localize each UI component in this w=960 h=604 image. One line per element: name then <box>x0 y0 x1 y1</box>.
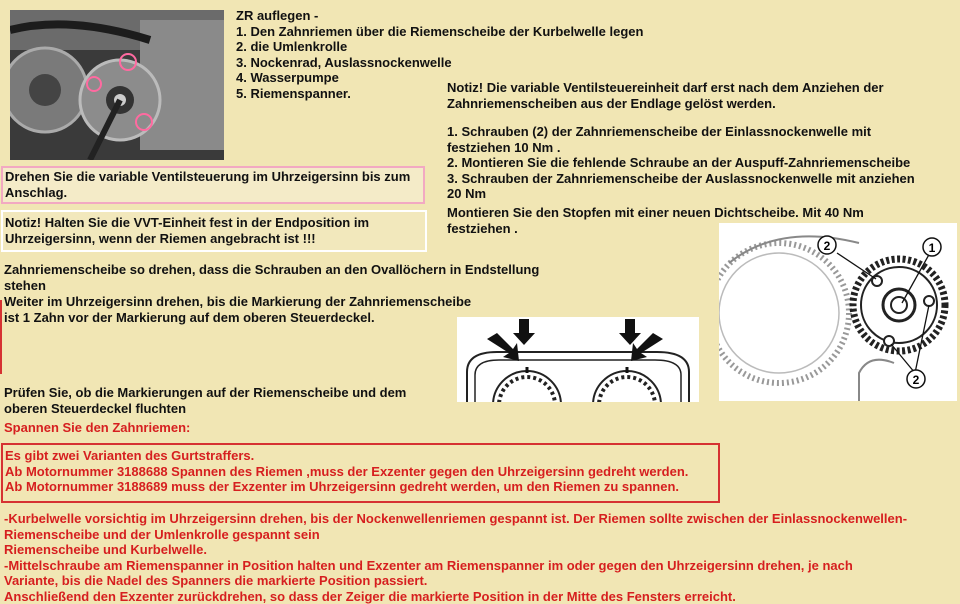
zr-title: ZR auflegen - <box>236 8 319 23</box>
zr-step: 3. Nockenrad, Auslassnockenwelle <box>236 54 452 70</box>
final-line: Riemenscheibe und Kurbelwelle. <box>4 542 207 557</box>
oval-line: Zahnriemenscheibe so drehen, dass die Schrauben an den Ovallöchern in Endstellung <box>4 262 540 277</box>
zr-step: 1. Den Zahnriemen über die Riemenscheibe der Kurbelwelle legen <box>236 23 644 39</box>
callout-2b: 2 <box>912 373 920 387</box>
left-divider <box>0 300 2 374</box>
notiz-vvt-box <box>1 210 427 252</box>
timing-marks-diagram <box>457 317 699 402</box>
oval-line: stehen <box>4 277 46 293</box>
tension-heading: Spannen Sie den Zahnriemen: <box>4 420 191 435</box>
turn-line: Anschlag. <box>5 184 68 200</box>
callout-1: 1 <box>928 241 936 255</box>
variants-line: Ab Motornummer 3188688 Spannen des Riemen ,muss der Exzenter gegen den Uhrzeigersinn gedreht werden. <box>5 463 689 479</box>
sprocket-diagram <box>719 223 957 401</box>
final-line: Riemenscheibe und der Umlenkrolle gespannt sein <box>4 526 320 542</box>
notiz-vvt-line: Uhrzeigersinn, wenn der Riemen angebracht ist !!! <box>5 230 316 246</box>
further-line: Weiter im Uhrzeigersinn drehen, bis die Markierung der Zahnriemenscheibe <box>4 294 472 309</box>
notiz-line: Zahnriemenscheiben aus der Endlage gelöst werden. <box>447 95 776 111</box>
variants-box <box>1 443 720 503</box>
plug-line: festziehen . <box>447 220 518 236</box>
zr-step: 4. Wasserpumpe <box>236 70 339 85</box>
screw-line: 2. Montieren Sie die fehlende Schraube an der Auspuff-Zahnriemenscheibe <box>447 155 911 170</box>
oval-instruction <box>4 262 564 293</box>
screw-line: 20 Nm <box>447 186 487 201</box>
further-line: ist 1 Zahn vor der Markierung auf dem oberen Steuerdeckel. <box>4 309 375 325</box>
turn-line: Drehen Sie die variable Ventilsteuerung im Uhrzeigersinn bis zum <box>5 169 411 184</box>
variants-line: Ab Motornummer 3188689 muss der Exzenter im Uhrzeigersinn gedreht werden, um den Riemen zu spannen. <box>5 479 680 494</box>
screw-line: 3. Schrauben der Zahnriemenscheibe der Auslassnockenwelle mit anziehen <box>447 170 915 186</box>
notiz-vvt-line: Notiz! Halten Sie die VVT-Einheit fest in der Endposition im <box>5 215 370 230</box>
zr-step: 5. Riemenspanner. <box>236 85 351 101</box>
screw-instructions <box>447 124 952 202</box>
further-instruction <box>4 294 494 325</box>
callout-2a: 2 <box>823 239 831 253</box>
final-line: -Mittelschraube am Riemenspanner in Position halten und Exzenter am Riemenspanner im oder gegen den Uhrzeigersinn drehen, je nach <box>4 557 853 573</box>
final-instructions <box>4 511 954 604</box>
screw-line: festziehen 10 Nm . <box>447 139 561 155</box>
turn-instruction-box <box>1 166 425 204</box>
check-instruction <box>4 385 444 416</box>
variants-line: Es gibt zwei Varianten des Gurtstraffers. <box>5 448 255 463</box>
notiz-line: Notiz! Die variable Ventilsteuereinheit darf erst nach dem Anziehen der <box>447 80 884 95</box>
check-line: Prüfen Sie, ob die Markierungen auf der Riemenscheibe und dem <box>4 385 407 400</box>
final-line: Anschließend den Exzenter zurückdrehen, so dass der Zeiger die markierte Position in der Mitte des Fensters erreicht. <box>4 588 736 604</box>
check-line: oberen Steuerdeckel fluchten <box>4 400 187 416</box>
plug-line: Montieren Sie den Stopfen mit einer neuen Dichtscheibe. Mit 40 Nm <box>447 205 864 220</box>
final-line: Variante, bis die Nadel des Spanners die markierte Position passiert. <box>4 573 428 588</box>
zr-step: 2. die Umlenkrolle <box>236 39 348 54</box>
screw-line: 1. Schrauben (2) der Zahnriemenscheibe der Einlassnockenwelle mit <box>447 124 872 139</box>
notiz-ventilsteuer <box>447 80 952 111</box>
final-line: -Kurbelwelle vorsichtig im Uhrzeigersinn drehen, bis der Nockenwellenriemen gespannt ist. Der Riemen sollte zwischen der Einlassnockenwellen- <box>4 511 908 526</box>
engine-photo <box>10 10 224 160</box>
